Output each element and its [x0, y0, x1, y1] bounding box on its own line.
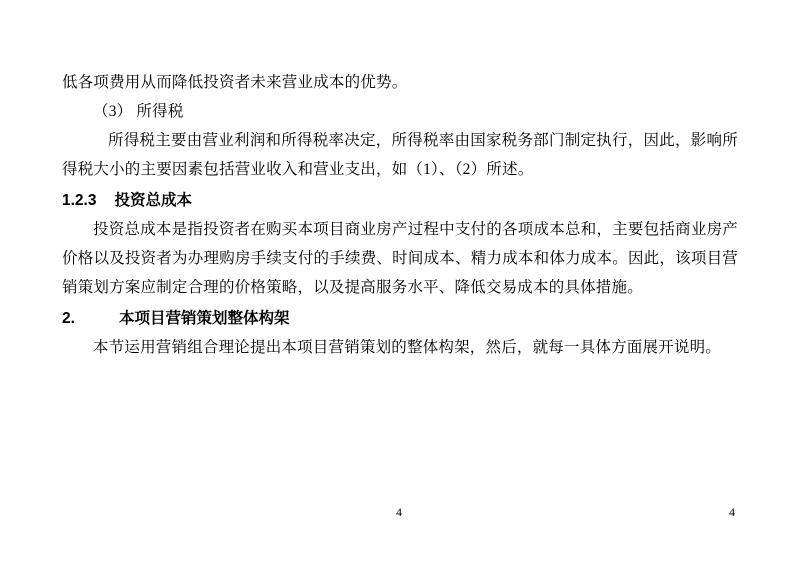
paragraph-marketing-framework: 本节运用营销组合理论提出本项目营销策划的整体构架，然后，就每一具体方面展开说明。 [93, 339, 722, 356]
footer-page-number-right: 4 [729, 505, 735, 519]
document-body [62, 68, 738, 362]
heading-text-1-2-3: 投资总成本 [114, 192, 192, 209]
paragraph-item-3-label: （3） 所得税 [93, 103, 184, 120]
heading-number-2: 2. [62, 310, 75, 327]
heading-2 [62, 304, 738, 333]
paragraph-total-investment-cost: 投资总成本是指投资者在购买本项目商业房产过程中支付的各项成本总和，主要包括商业房产价格以及投资者为办理购房手续支付的手续费、时间成本、精力成本和体力成本。因此，该项目营销策划方案应制定合理的价格策略，以及提高服务水平、降低交易成本的具体措施。 [62, 221, 738, 296]
heading-1-2-3 [62, 186, 738, 215]
paragraph-income-tax-detail: 所得税主要由营业利润和所得税率决定，所得税率由国家税务部门制定执行，因此，影响所得税大小的主要因素包括营业收入和营业支出，如（1）、（2）所述。 [62, 132, 738, 178]
heading-text-2: 本项目营销策划整体构架 [118, 310, 290, 327]
paragraph-income-tax-advantage: 低各项费用从而降低投资者未来营业成本的优势。 [62, 74, 408, 91]
footer-page-number-center: 4 [396, 505, 402, 519]
heading-number-1-2-3: 1.2.3 [62, 192, 97, 209]
